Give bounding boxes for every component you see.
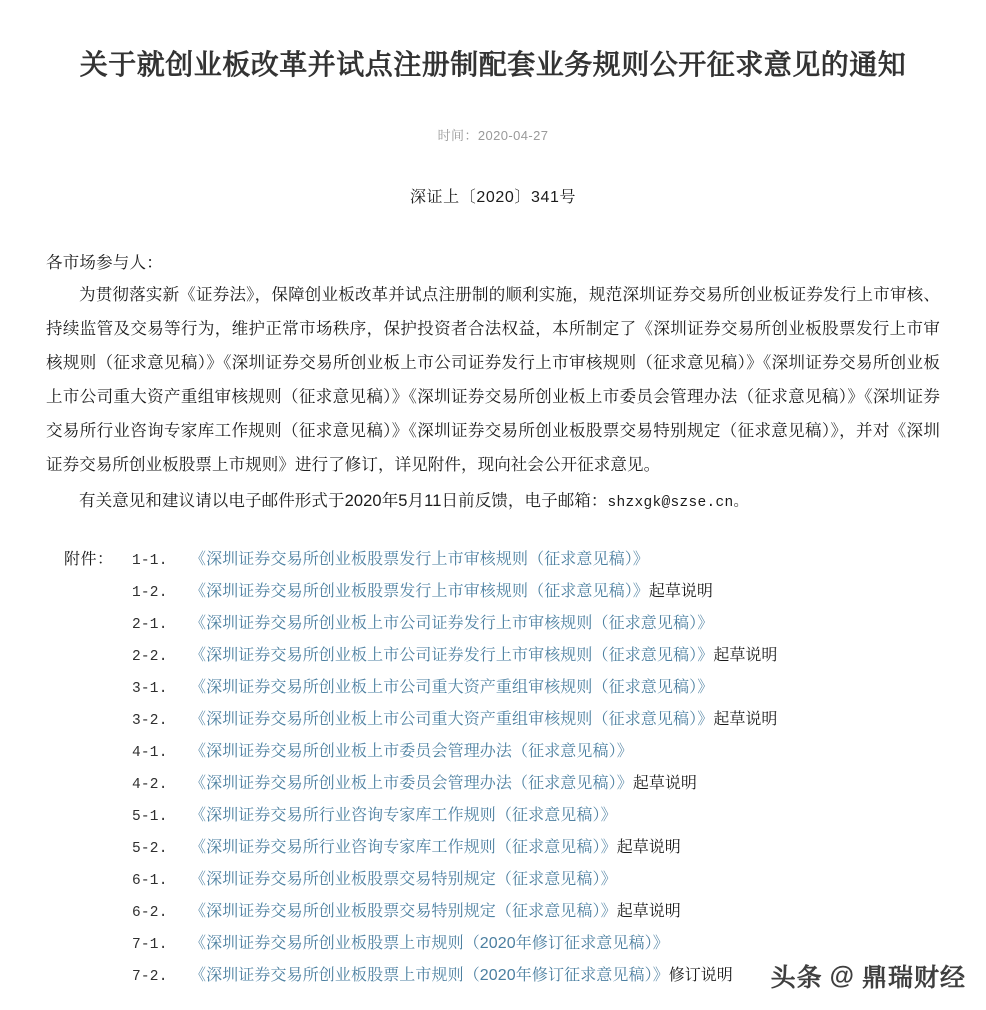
watermark [771, 958, 966, 994]
list-item[interactable] [46, 768, 940, 800]
attachments-label-spacer [46, 736, 132, 768]
feedback-text: 有关意见和建议请以电子邮件形式于2020年5月11日前反馈，电子邮箱： [79, 492, 608, 510]
body-paragraph-2 [46, 484, 940, 520]
attachment-suffix: 起草说明 [616, 903, 681, 920]
attachment-index: 3-2. [132, 713, 168, 729]
list-item[interactable] [46, 640, 940, 672]
list-item[interactable] [46, 896, 940, 928]
attachment-link[interactable]: 《深圳证券交易所创业板上市公司重大资产重组审核规则（征求意见稿）》 [190, 679, 714, 696]
document-body [0, 210, 986, 520]
attachment-suffix: 起草说明 [632, 775, 697, 792]
attachments-label-spacer [46, 928, 132, 960]
attachment-link[interactable]: 《深圳证券交易所行业咨询专家库工作规则（征求意见稿）》 [190, 807, 617, 824]
attachment-link[interactable]: 《深圳证券交易所创业板上市公司证券发行上市审核规则（征求意见稿）》 [190, 615, 714, 632]
list-item[interactable] [46, 576, 940, 608]
attachment-index: 2-2. [132, 649, 168, 665]
document-number: 深证上〔2020〕341号 [409, 189, 577, 206]
attachments-label-spacer [46, 576, 132, 608]
attachment-index: 1-1. [132, 553, 168, 569]
list-item[interactable] [46, 800, 940, 832]
attachment-link[interactable]: 《深圳证券交易所创业板股票交易特别规定（征求意见稿）》 [190, 903, 617, 920]
publish-time: 时间：2020-04-27 [437, 128, 549, 143]
attachment-link[interactable]: 《深圳证券交易所创业板股票交易特别规定（征求意见稿）》 [190, 871, 617, 888]
attachment-link[interactable]: 《深圳证券交易所创业板上市委员会管理办法（征求意见稿）》 [190, 743, 633, 760]
list-item[interactable] [46, 544, 940, 576]
attachments-label-spacer [46, 800, 132, 832]
list-item[interactable] [46, 736, 940, 768]
watermark-account: 鼎瑞财经 [861, 964, 966, 992]
attachments-label-spacer [46, 768, 132, 800]
list-item[interactable] [46, 672, 940, 704]
attachments-label-spacer [46, 640, 132, 672]
attachment-index: 2-1. [132, 617, 168, 633]
attachment-link[interactable]: 《深圳证券交易所行业咨询专家库工作规则（征求意见稿）》 [190, 839, 617, 856]
attachment-link[interactable]: 《深圳证券交易所创业板股票发行上市审核规则（征求意见稿）》 [190, 551, 649, 568]
list-item[interactable] [46, 608, 940, 640]
list-item[interactable] [46, 864, 940, 896]
attachment-suffix: 起草说明 [713, 711, 778, 728]
attachment-index: 4-1. [132, 745, 168, 761]
attachment-suffix: 起草说明 [648, 583, 713, 600]
attachments-label-spacer [46, 608, 132, 640]
page-title: 关于就创业板改革并试点注册制配套业务规则公开征求意见的通知 [79, 49, 907, 80]
attachment-link[interactable]: 《深圳证券交易所创业板股票上市规则（2020年修订征求意见稿）》 [190, 935, 669, 952]
attachment-index: 4-2. [132, 777, 168, 793]
salutation: 各市场参与人： [46, 254, 163, 272]
watermark-platform: 头条 [770, 964, 823, 992]
list-item[interactable] [46, 832, 940, 864]
attachment-link[interactable]: 《深圳证券交易所创业板上市公司证券发行上市审核规则（征求意见稿）》 [190, 647, 714, 664]
attachments-label-spacer [46, 832, 132, 864]
attachments-label-spacer [46, 672, 132, 704]
attachments-label: 附件： [64, 551, 114, 568]
attachment-index: 7-2. [132, 969, 168, 985]
attachment-link[interactable]: 《深圳证券交易所创业板股票发行上市审核规则（征求意见稿）》 [190, 583, 649, 600]
attachment-index: 6-2. [132, 905, 168, 921]
body-paragraph-1: 为贯彻落实新《证券法》，保障创业板改革并试点注册制的顺利实施，规范深圳证券交易所创业板证券发行上市审核、持续监管及交易等行为，维护正常市场秩序，保护投资者合法权益，本所制定了《深圳证券交易所创业板股票发行上市审核规则（征求意见稿）》《深圳证券交易所创业板上市公司证券发行上市审核规则（征求意见稿）》《深圳证券交易所创业板上市公司重大资产重组审核规则（征求意见稿）》《深圳证券交易所创业板上市委员会管理办法（征求意见稿）》《深圳证券交易所行业咨询专家库工作规则（征求意见稿）》《深圳证券交易所创业板股票交易特别规定（征求意见稿）》，并对《深圳证券交易所创业板股票上市规则》进行了修订，详见附件，现向社会公开征求意见。 [46, 286, 940, 474]
list-item[interactable] [46, 928, 940, 960]
attachment-suffix: 起草说明 [713, 647, 778, 664]
attachment-suffix: 修订说明 [668, 967, 733, 984]
attachment-index: 5-2. [132, 841, 168, 857]
attachment-suffix: 起草说明 [616, 839, 681, 856]
attachment-index: 6-1. [132, 873, 168, 889]
attachment-link[interactable]: 《深圳证券交易所创业板股票上市规则（2020年修订征求意见稿）》 [190, 967, 669, 984]
attachments-label-spacer [46, 896, 132, 928]
contact-email: shzxgk@szse.cn。 [607, 495, 749, 511]
attachments-label-spacer [46, 704, 132, 736]
attachment-index: 5-1. [132, 809, 168, 825]
attachment-list [0, 520, 986, 992]
list-item[interactable] [46, 704, 940, 736]
attachment-link[interactable]: 《深圳证券交易所创业板上市公司重大资产重组审核规则（征求意见稿）》 [190, 711, 714, 728]
attachment-index: 1-2. [132, 585, 168, 601]
attachment-index: 7-1. [132, 937, 168, 953]
watermark-at-symbol: @ [829, 961, 855, 990]
attachments-label-spacer [46, 960, 132, 992]
attachments-label-spacer [46, 864, 132, 896]
attachment-index: 3-1. [132, 681, 168, 697]
attachment-link[interactable]: 《深圳证券交易所创业板上市委员会管理办法（征求意见稿）》 [190, 775, 633, 792]
